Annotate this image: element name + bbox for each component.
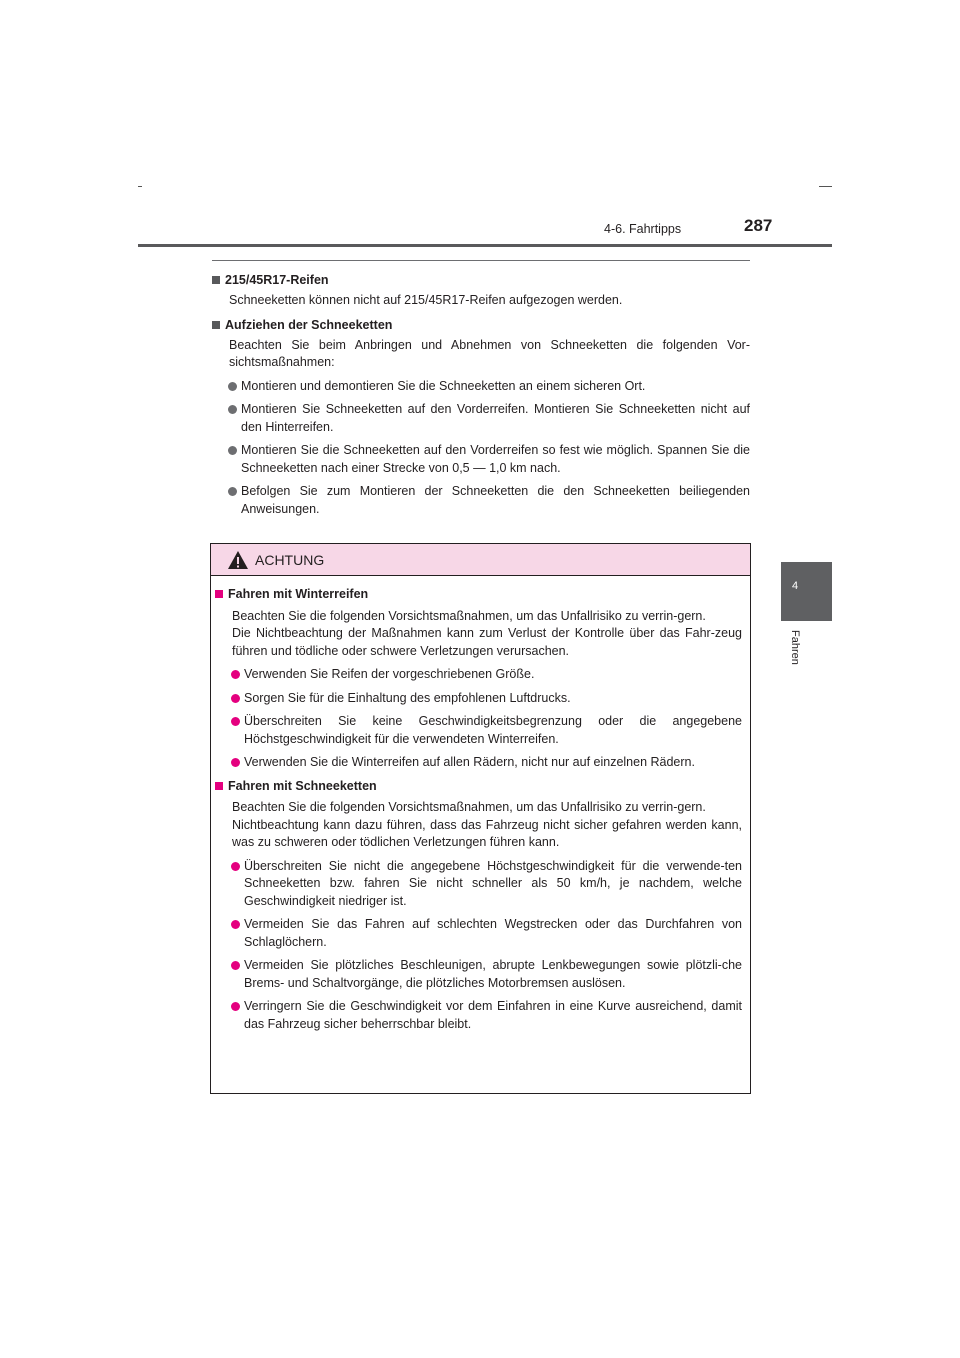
circle-bullet-icon	[231, 862, 240, 871]
crop-mark-right	[819, 186, 832, 187]
circle-bullet-icon	[231, 961, 240, 970]
warning-box	[210, 543, 751, 1094]
circle-bullet-icon	[228, 446, 237, 455]
chapter-tab	[781, 562, 832, 621]
crop-mark-left	[138, 186, 142, 187]
warning-heading: Fahren mit Schneeketten	[215, 778, 742, 796]
square-bullet-icon	[215, 782, 223, 790]
square-bullet-icon	[212, 276, 220, 284]
circle-bullet-icon	[228, 487, 237, 496]
warning-heading: Fahren mit Winterreifen	[215, 586, 742, 604]
circle-bullet-icon	[231, 758, 240, 767]
list-item: Befolgen Sie zum Montieren der Schneeketten die den Schneeketten beiliegenden Anweisungen.	[212, 483, 750, 518]
list-item: Montieren Sie die Schneeketten auf den Vorderreifen so fest wie möglich. Spannen Sie die Schneeketten nach einer Strecke von 0,5 — 1,0 km nach.	[212, 442, 750, 477]
circle-bullet-icon	[231, 670, 240, 679]
warning-text: Beachten Sie die folgenden Vorsichtsmaßnahmen, um das Unfallrisiko zu verrin-gern.	[232, 800, 706, 814]
list-item: Überschreiten Sie keine Geschwindigkeitsbegrenzung oder die angegebene Höchstgeschwindigkeit für die verwendeten Winterreifen.	[215, 713, 742, 748]
warning-text: Die Nichtbeachtung der Maßnahmen kann zum Verlust der Kontrolle über das Fahr-zeug führen und tödliche oder schwere Verletzungen verursachen.	[232, 626, 742, 658]
circle-bullet-icon	[231, 717, 240, 726]
list-item: Verringern Sie die Geschwindigkeit vor dem Einfahren in eine Kurve ausreichend, damit das Fahrzeug sicher beherrschbar bleibt.	[215, 998, 742, 1033]
warning-text: Beachten Sie die folgenden Vorsichtsmaßnahmen, um das Unfallrisiko zu verrin-gern.	[232, 608, 706, 623]
main-content	[212, 268, 750, 518]
list-item: Montieren Sie Schneeketten auf den Vorderreifen. Montieren Sie Schneeketten nicht auf den Hinterreifen.	[212, 401, 750, 436]
section-label: 4-6. Fahrtipps	[604, 222, 682, 236]
chapter-tab-label: Fahren	[789, 630, 801, 665]
warning-body	[211, 576, 750, 1033]
header-rule	[138, 244, 832, 247]
circle-bullet-icon	[231, 920, 240, 929]
warning-header	[211, 544, 750, 576]
chapter-tab-number: 4	[792, 580, 799, 592]
list-item: Vermeiden Sie das Fahren auf schlechten Wegstrecken oder das Durchfahren von Schlaglöchern.	[215, 916, 742, 951]
section-heading: Aufziehen der Schneeketten	[212, 317, 750, 335]
section-text: Beachten Sie beim Anbringen und Abnehmen von Schneeketten die folgenden Vor-sichtsmaßnahmen:	[229, 337, 750, 369]
circle-bullet-icon	[231, 694, 240, 703]
content-top-rule	[212, 260, 750, 261]
list-item: Sorgen Sie für die Einhaltung des empfohlenen Luftdrucks.	[215, 690, 742, 708]
warning-title: ACHTUNG	[255, 552, 325, 568]
list-item: Montieren und demontieren Sie die Schneeketten an einem sicheren Ort.	[212, 378, 750, 396]
list-item: Überschreiten Sie nicht die angegebene Höchstgeschwindigkeit für die verwende-ten Schneeketten bzw. fahren Sie nicht schneller als 50 km/h, je nachdem, welche Geschwindigkeit niedriger ist.	[215, 858, 742, 911]
circle-bullet-icon	[231, 1002, 240, 1011]
section-heading: 215/45R17-Reifen	[212, 272, 750, 290]
circle-bullet-icon	[228, 382, 237, 391]
warning-triangle-icon	[227, 550, 249, 575]
square-bullet-icon	[212, 321, 220, 329]
list-item: Verwenden Sie die Winterreifen auf allen Rädern, nicht nur auf einzelnen Rädern.	[215, 754, 742, 772]
list-item: Vermeiden Sie plötzliches Beschleunigen, abrupte Lenkbewegungen sowie plötzli-che Brems- und Schaltvorgänge, die plötzliches Motorbremsen auslösen.	[215, 957, 742, 992]
list-item: Verwenden Sie Reifen der vorgeschriebenen Größe.	[215, 666, 742, 684]
section-text: Schneeketten können nicht auf 215/45R17-Reifen aufgezogen werden.	[229, 292, 623, 307]
page-number: 287	[744, 216, 773, 235]
circle-bullet-icon	[228, 405, 237, 414]
square-bullet-icon	[215, 590, 223, 598]
warning-text: Nichtbeachtung kann dazu führen, dass das Fahrzeug nicht sicher gefahren werden kann, was zu schweren oder tödlichen Verletzungen führen kann.	[232, 817, 742, 849]
